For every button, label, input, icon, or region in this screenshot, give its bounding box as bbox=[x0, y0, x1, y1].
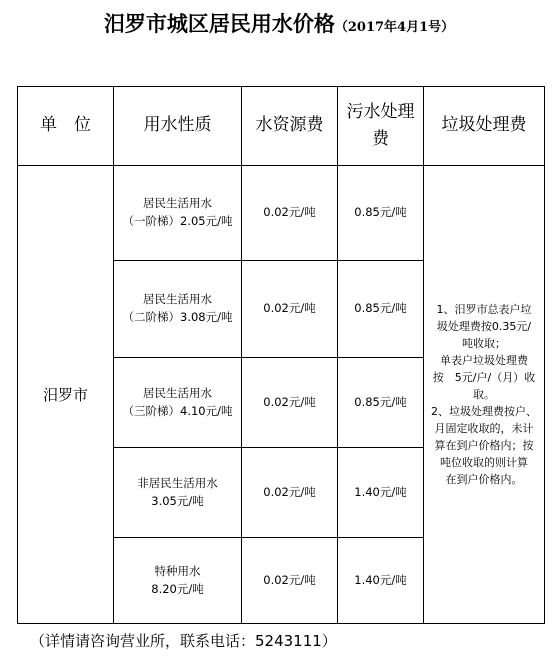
page-title bbox=[0, 8, 558, 38]
water-type-price: 3.05元/吨 bbox=[151, 493, 204, 508]
title-date: （2017年4月1号） bbox=[334, 20, 455, 35]
note-line: 按 5元/户/（月）收 bbox=[432, 370, 536, 384]
water-type-name: 居民生活用水 bbox=[143, 196, 212, 211]
sewage-fee-cell: 0.85元/吨 bbox=[338, 261, 424, 358]
header-sewage-line2: 费 bbox=[372, 129, 389, 149]
note-line: 在到户价格内。 bbox=[445, 473, 523, 487]
water-type-name: 特种用水 bbox=[154, 563, 201, 578]
water-type-price: （一阶梯）2.05元/吨 bbox=[122, 214, 233, 228]
water-type-cell bbox=[114, 538, 242, 624]
sewage-fee-cell: 1.40元/吨 bbox=[338, 448, 424, 538]
header-unit: 单 位 bbox=[18, 87, 114, 166]
header-garbage-fee: 垃圾处理费 bbox=[424, 87, 545, 166]
water-type-name: 居民生活用水 bbox=[143, 385, 212, 400]
header-sewage-fee bbox=[338, 87, 424, 166]
sewage-fee-cell: 1.40元/吨 bbox=[338, 538, 424, 624]
water-resource-fee-cell: 0.02元/吨 bbox=[242, 166, 338, 261]
note-line: 圾处理费按0.35元/ bbox=[436, 319, 532, 333]
header-row bbox=[18, 87, 545, 166]
title-main: 汨罗市城区居民用水价格 bbox=[103, 11, 335, 36]
water-type-price: （三阶梯）4.10元/吨 bbox=[122, 403, 233, 418]
note-line: 2、垃圾处理费按户、 bbox=[431, 405, 537, 419]
water-type-cell bbox=[114, 448, 242, 538]
water-type-name: 非居民生活用水 bbox=[137, 475, 218, 490]
note-line: 算在到户价格内；按 bbox=[434, 439, 534, 453]
water-type-price: （二阶梯）3.08元/吨 bbox=[122, 310, 233, 324]
price-table bbox=[17, 86, 545, 624]
header-water-type: 用水性质 bbox=[114, 87, 242, 166]
contact-footer: （详情请咨询营业所，联系电话：5243111） bbox=[30, 632, 337, 650]
note-line: 1、汨罗市总表户垃 bbox=[436, 302, 532, 316]
header-sewage-line1: 污水处理 bbox=[346, 101, 415, 122]
unit-cell: 汨罗市 bbox=[18, 166, 114, 624]
note-line: 吨位收取的则计算 bbox=[440, 456, 528, 470]
water-type-cell bbox=[114, 166, 242, 261]
water-type-price: 8.20元/吨 bbox=[151, 581, 204, 596]
water-resource-fee-cell: 0.02元/吨 bbox=[242, 538, 338, 624]
water-resource-fee-cell: 0.02元/吨 bbox=[242, 448, 338, 538]
note-line: 单表户垃圾处理费 bbox=[440, 353, 528, 367]
water-resource-fee-cell: 0.02元/吨 bbox=[242, 261, 338, 358]
water-type-cell bbox=[114, 261, 242, 358]
header-water-resource-fee: 水资源费 bbox=[242, 87, 338, 166]
note-line: 月固定收取的，未计 bbox=[434, 422, 534, 436]
sewage-fee-cell: 0.85元/吨 bbox=[338, 166, 424, 261]
water-resource-fee-cell: 0.02元/吨 bbox=[242, 358, 338, 448]
water-type-name: 居民生活用水 bbox=[143, 292, 212, 307]
sewage-fee-cell: 0.85元/吨 bbox=[338, 358, 424, 448]
garbage-fee-note bbox=[424, 166, 545, 624]
note-line: 取。 bbox=[473, 387, 495, 401]
water-type-cell bbox=[114, 358, 242, 448]
note-line: 吨收取； bbox=[462, 336, 506, 350]
table-row bbox=[18, 166, 545, 261]
